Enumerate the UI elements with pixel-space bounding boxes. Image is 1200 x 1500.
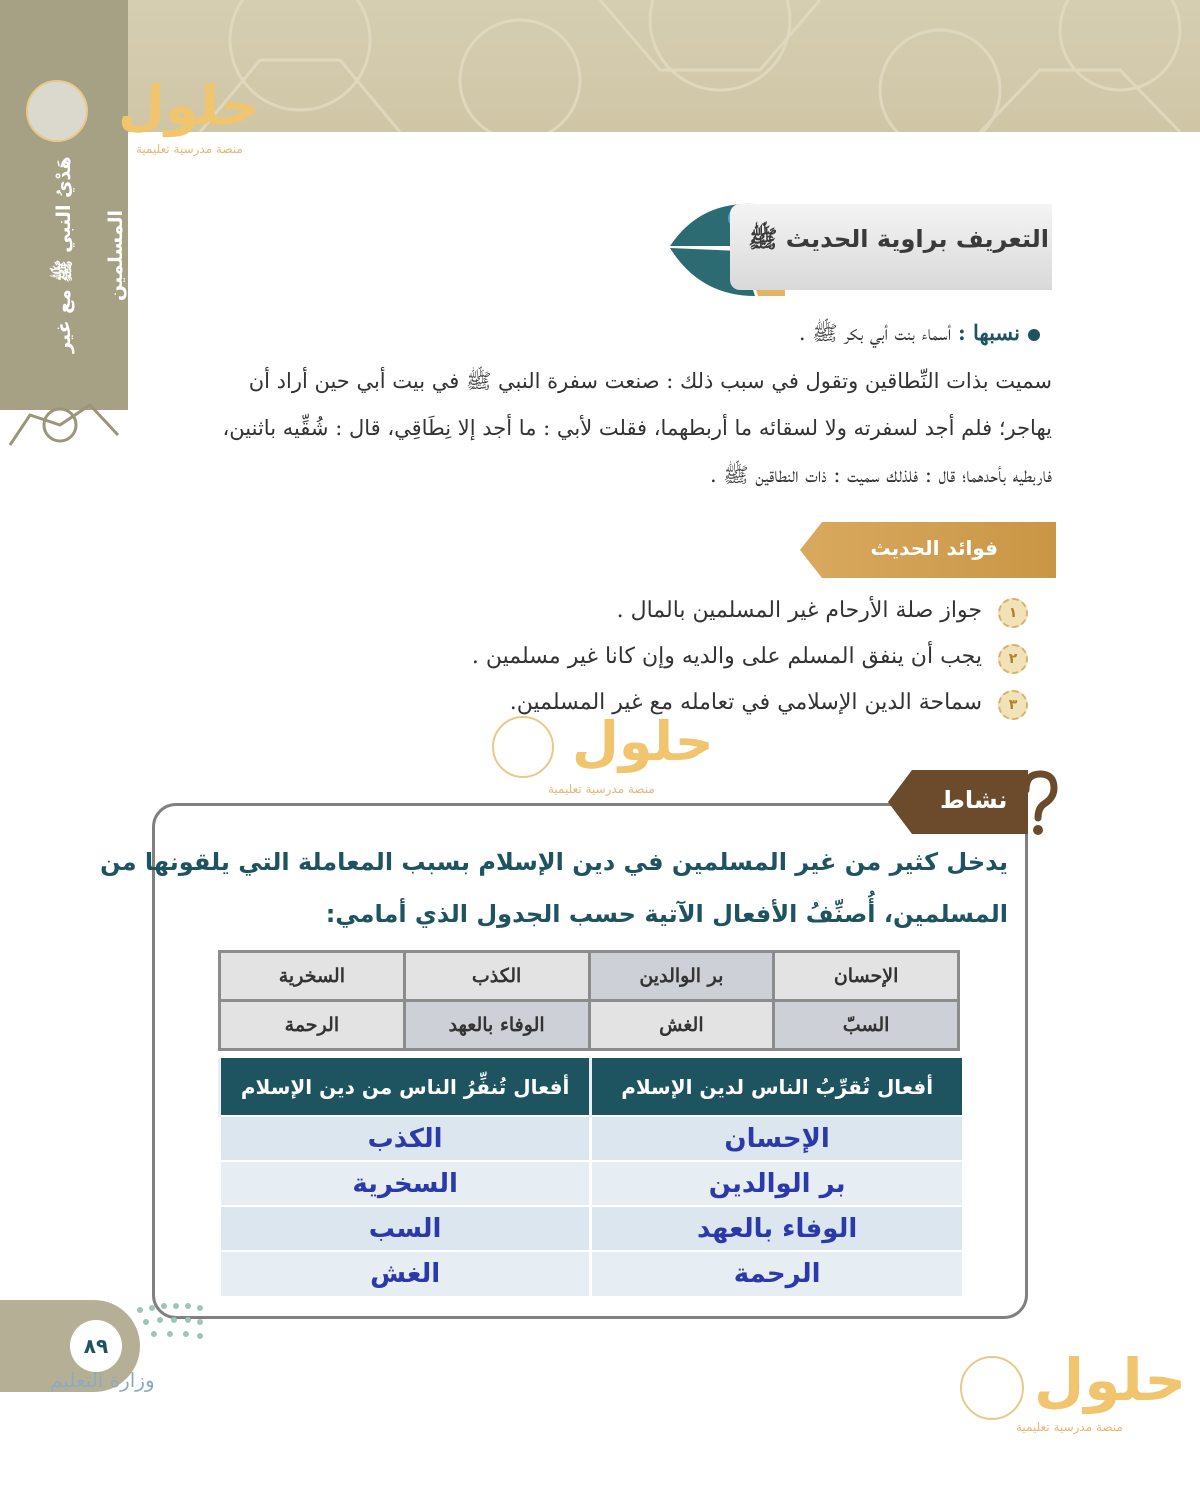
watermark-brand: حلول — [572, 710, 714, 773]
paragraph-line-3: فاربطيه بأحدهما؛ قال : فلذلك سميت : ذات النطاقين ﷺ . — [709, 463, 1052, 487]
table-row — [220, 1251, 963, 1296]
answer-repel[interactable]: الغش — [220, 1251, 591, 1296]
watermark-brand: حلول — [118, 74, 260, 137]
bullet-icon — [1028, 329, 1040, 341]
answer-repel[interactable]: السخرية — [220, 1161, 591, 1206]
benefit-number-badge: ٢ — [998, 644, 1028, 674]
watermark-middle — [492, 710, 722, 800]
chapter-title: هَدْيُ النبي ﷺ مع غير المسلمين — [53, 156, 127, 354]
lineage-line — [799, 320, 1040, 351]
ministry-dots-icon — [130, 1300, 210, 1360]
benefit-number-badge: ٣ — [998, 690, 1028, 720]
word-cell: السخرية — [220, 952, 405, 1001]
answer-attract[interactable]: بر الوالدين — [591, 1161, 962, 1206]
table-row — [220, 1206, 963, 1251]
side-ornament-icon — [0, 395, 128, 455]
benefit-number-badge: ١ — [998, 598, 1028, 628]
word-cell: بر الوالدين — [589, 952, 774, 1001]
paragraph-line-1: سميت بذات النِّطاقين وتقول في سبب ذلك : صنعت سفرة النبي ﷺ في بيت أبي حين أراد أن — [248, 369, 1052, 393]
page-number: ٨٩ — [70, 1320, 122, 1372]
word-cell: السبّ — [774, 1001, 959, 1050]
table-row — [220, 1161, 963, 1206]
benefit-item: جواز صلة الأرحام غير المسلمين بالمال . — [616, 598, 982, 623]
watermark-logo-icon — [492, 716, 554, 778]
word-cell: الوفاء بالعهد — [404, 1001, 589, 1050]
header-repel: أفعال تُنفِّرُ الناس من دين الإسلام — [220, 1058, 591, 1116]
word-grid — [218, 950, 960, 1051]
watermark-brand: حلول — [1034, 1346, 1187, 1414]
watermark-top — [26, 74, 260, 164]
activity-label: نشاط — [940, 786, 1008, 814]
watermark-logo-icon — [26, 80, 88, 142]
activity-instruction-line-1: يدخل كثير من غير المسلمين في دين الإسلام بسبب المعاملة التي يلقونها من — [100, 848, 1008, 876]
watermark-subtitle: منصة مدرسية تعليمية — [136, 142, 243, 156]
lineage-label: نسبها : — [957, 320, 1020, 345]
word-cell: الرحمة — [220, 1001, 405, 1050]
answer-attract[interactable]: الإحسان — [591, 1116, 962, 1161]
classification-table — [218, 1058, 962, 1296]
word-grid-row — [220, 1001, 959, 1050]
word-cell: الإحسان — [774, 952, 959, 1001]
word-grid-row — [220, 952, 959, 1001]
activity-instruction-line-2: المسلمين، أُصنِّفُ الأفعال الآتية حسب الجدول الذي أمامي: — [325, 900, 1008, 928]
benefit-item: سماحة الدين الإسلامي في تعامله مع غير المسلمين. — [509, 690, 982, 715]
watermark-subtitle: منصة مدرسية تعليمية — [1016, 1420, 1123, 1434]
answer-repel[interactable]: الكذب — [220, 1116, 591, 1161]
section-header-narrator — [660, 196, 1055, 306]
section-header-benefits — [800, 522, 1056, 578]
lineage-text: أسماء بنت أبي بكر ﷺ . — [798, 321, 952, 345]
word-cell: الغش — [589, 1001, 774, 1050]
table-row — [220, 1116, 963, 1161]
watermark-logo-icon — [960, 1356, 1024, 1420]
ministry-name: وزارة التعليم — [50, 1368, 155, 1392]
question-mark-icon — [1018, 770, 1058, 840]
word-cell: الكذب — [404, 952, 589, 1001]
watermark-subtitle: منصة مدرسية تعليمية — [548, 782, 655, 796]
answer-repel[interactable]: السب — [220, 1206, 591, 1251]
benefit-item: يجب أن ينفق المسلم على والديه وإن كانا غير مسلمين . — [471, 644, 982, 669]
header-attract: أفعال تُقرِّبُ الناس لدين الإسلام — [591, 1058, 962, 1116]
section-title-narrator: التعريف براوية الحديث ﷺ — [748, 225, 1049, 253]
classification-header-row — [220, 1058, 963, 1116]
answer-attract[interactable]: الوفاء بالعهد — [591, 1206, 962, 1251]
section-title-benefits: فوائد الحديث — [870, 536, 998, 560]
paragraph-line-2: يهاجر؛ فلم أجد لسفرته ولا لسقائه ما أربطهما، فقلت لأبي : ما أجد إلا نِطَاقِي، قال : شُقِّيه باثنين، — [222, 416, 1052, 440]
side-chapter-band — [0, 0, 128, 410]
answer-attract[interactable]: الرحمة — [591, 1251, 962, 1296]
watermark-bottom — [960, 1346, 1190, 1436]
